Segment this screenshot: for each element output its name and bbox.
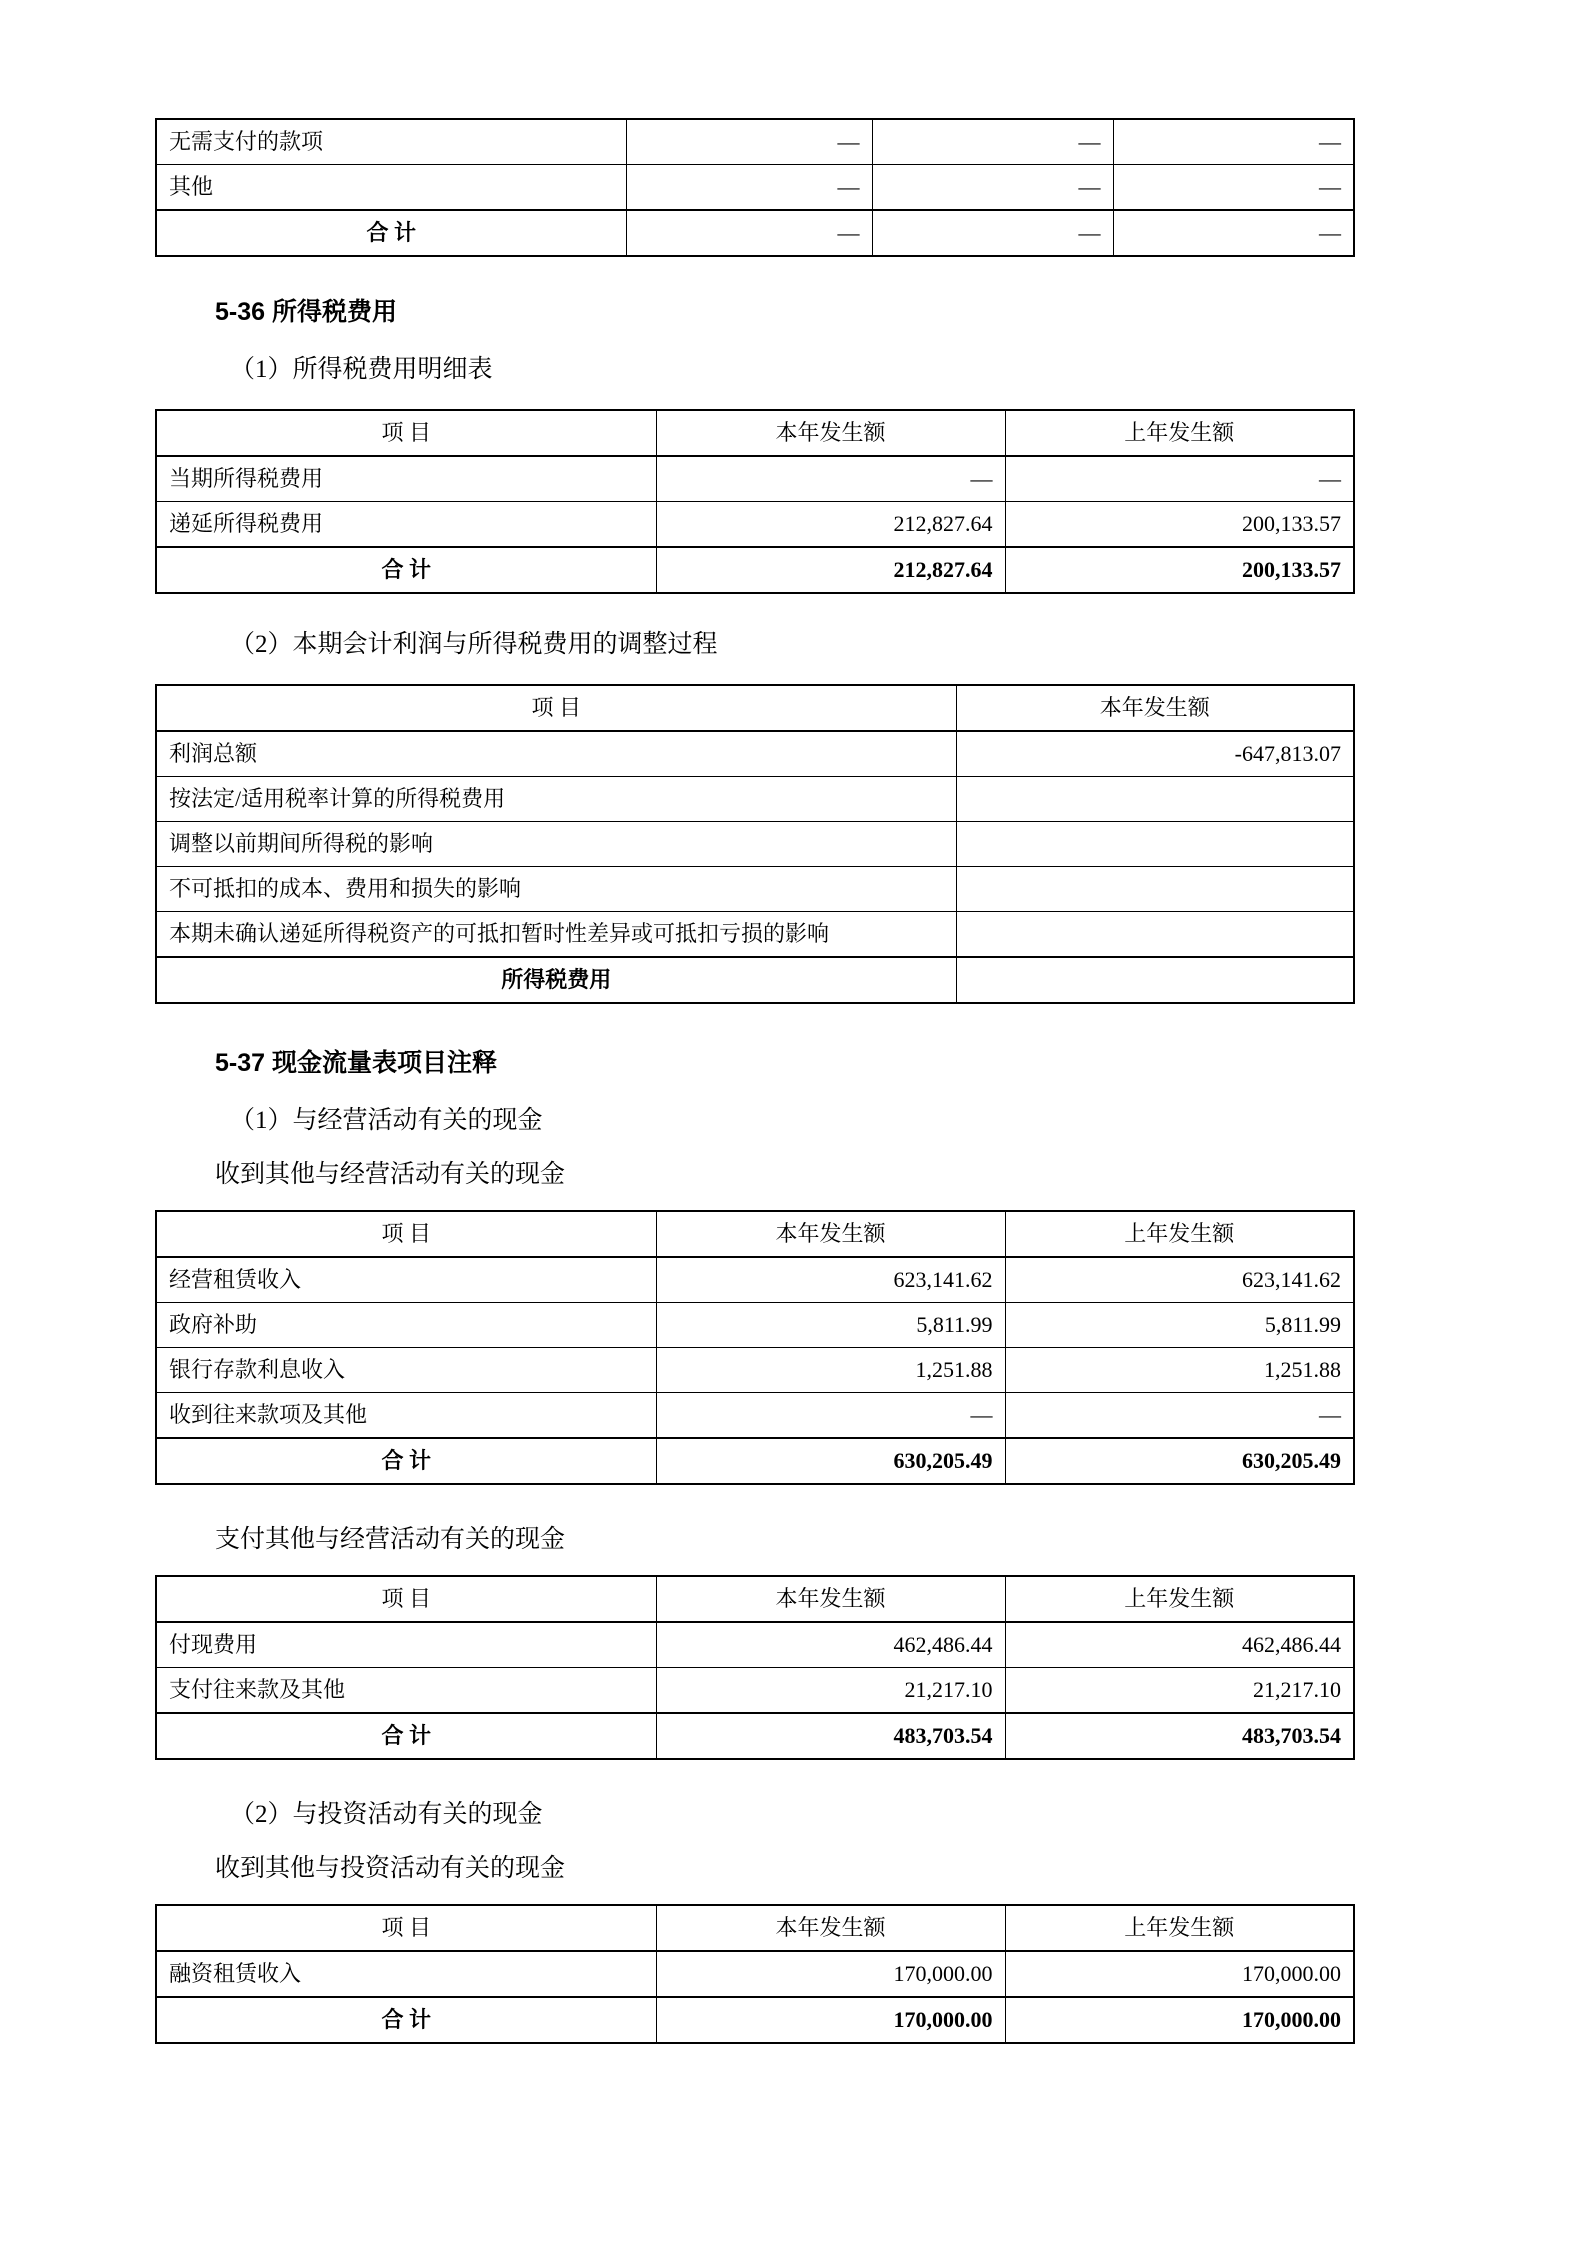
row-label: 经营租赁收入: [156, 1257, 656, 1303]
table-row: [156, 777, 1354, 822]
column-header-current-year: 本年发生额: [656, 1905, 1005, 1951]
total-value-current: 170,000.00: [656, 1997, 1005, 2043]
row-label: 按法定/适用税率计算的所得税费用: [156, 777, 956, 822]
row-value-current: —: [656, 1393, 1005, 1439]
table-row: [156, 731, 1354, 777]
row-value-previous: 462,486.44: [1005, 1622, 1354, 1668]
tax-reconciliation-table: [155, 684, 1355, 1004]
table-row: [156, 822, 1354, 867]
total-value-1: —: [626, 210, 872, 256]
table-row: [156, 1951, 1354, 1997]
row-value-current: 462,486.44: [656, 1622, 1005, 1668]
table-total-row: [156, 1438, 1354, 1484]
table-header-row: [156, 1576, 1354, 1622]
table-row: [156, 119, 1354, 165]
total-label: 所得税费用: [156, 957, 956, 1003]
total-value-3: —: [1113, 210, 1354, 256]
row-label: 当期所得税费用: [156, 456, 656, 502]
table-total-row: [156, 957, 1354, 1003]
row-value-current: [956, 822, 1354, 867]
column-header-previous-year: 上年发生额: [1005, 1905, 1354, 1951]
section-heading-5-36: 5-36 所得税费用: [215, 298, 397, 326]
row-label: 其他: [156, 165, 626, 211]
total-value-2: —: [872, 210, 1113, 256]
row-value-2: —: [872, 119, 1113, 165]
subsection-title-5-37-2: （2）与投资活动有关的现金: [230, 1801, 543, 1828]
cash-received-operating-table: [155, 1210, 1355, 1485]
row-value-current: 1,251.88: [656, 1348, 1005, 1393]
table-total-row: [156, 1713, 1354, 1759]
total-value-current: 212,827.64: [656, 547, 1005, 593]
row-value-3: —: [1113, 119, 1354, 165]
table-row: [156, 912, 1354, 958]
row-value-current: 170,000.00: [656, 1951, 1005, 1997]
caption-cash-received-investing: 收到其他与投资活动有关的现金: [215, 1855, 566, 1882]
total-label: 合 计: [156, 1438, 656, 1484]
column-header-previous-year: 上年发生额: [1005, 1576, 1354, 1622]
column-header-item: 项 目: [156, 685, 956, 731]
row-label: 本期未确认递延所得税资产的可抵扣暂时性差异或可抵扣亏损的影响: [156, 912, 956, 958]
total-value-previous: 170,000.00: [1005, 1997, 1354, 2043]
row-label: 支付往来款及其他: [156, 1668, 656, 1714]
row-value-current: 212,827.64: [656, 502, 1005, 548]
row-value-current: [956, 867, 1354, 912]
table-row: [156, 456, 1354, 502]
row-label: 利润总额: [156, 731, 956, 777]
row-label: 调整以前期间所得税的影响: [156, 822, 956, 867]
row-value-previous: —: [1005, 1393, 1354, 1439]
column-header-current-year: 本年发生额: [656, 410, 1005, 456]
total-label: 合 计: [156, 1997, 656, 2043]
column-header-item: 项 目: [156, 1576, 656, 1622]
total-value-previous: 630,205.49: [1005, 1438, 1354, 1484]
row-value-3: —: [1113, 165, 1354, 211]
row-value-current: [956, 912, 1354, 958]
table-row: [156, 502, 1354, 548]
total-value-current: [956, 957, 1354, 1003]
row-value-current: —: [656, 456, 1005, 502]
table-total-row: [156, 1997, 1354, 2043]
total-value-previous: 483,703.54: [1005, 1713, 1354, 1759]
row-value-1: —: [626, 119, 872, 165]
row-value-current: 5,811.99: [656, 1303, 1005, 1348]
table-row: [156, 867, 1354, 912]
subsection-title-5-36-2: （2）本期会计利润与所得税费用的调整过程: [230, 631, 718, 658]
table-header-row: [156, 1211, 1354, 1257]
column-header-current-year: 本年发生额: [956, 685, 1354, 731]
cash-paid-operating-table: [155, 1575, 1355, 1760]
subsection-title-5-36-1: （1）所得税费用明细表: [230, 356, 493, 383]
row-label: 无需支付的款项: [156, 119, 626, 165]
row-label: 政府补助: [156, 1303, 656, 1348]
row-value-previous: 623,141.62: [1005, 1257, 1354, 1303]
unpaid-items-table: [155, 118, 1355, 257]
table-header-row: [156, 410, 1354, 456]
row-label: 不可抵扣的成本、费用和损失的影响: [156, 867, 956, 912]
row-value-previous: 170,000.00: [1005, 1951, 1354, 1997]
caption-cash-received-operating: 收到其他与经营活动有关的现金: [215, 1161, 566, 1188]
row-label: 递延所得税费用: [156, 502, 656, 548]
row-value-previous: 21,217.10: [1005, 1668, 1354, 1714]
total-value-current: 630,205.49: [656, 1438, 1005, 1484]
row-value-current: -647,813.07: [956, 731, 1354, 777]
table-row: [156, 1393, 1354, 1439]
row-value-2: —: [872, 165, 1113, 211]
table-header-row: [156, 1905, 1354, 1951]
subsection-title-5-37-1: （1）与经营活动有关的现金: [230, 1107, 543, 1134]
table-row: [156, 1257, 1354, 1303]
row-value-previous: 5,811.99: [1005, 1303, 1354, 1348]
column-header-previous-year: 上年发生额: [1005, 410, 1354, 456]
table-row: [156, 1668, 1354, 1714]
section-heading-5-37: 5-37 现金流量表项目注释: [215, 1049, 497, 1077]
row-value-1: —: [626, 165, 872, 211]
table-row: [156, 1622, 1354, 1668]
row-label: 付现费用: [156, 1622, 656, 1668]
row-value-current: 21,217.10: [656, 1668, 1005, 1714]
row-value-previous: —: [1005, 456, 1354, 502]
column-header-item: 项 目: [156, 1211, 656, 1257]
income-tax-expense-table: [155, 409, 1355, 594]
row-label: 融资租赁收入: [156, 1951, 656, 1997]
column-header-current-year: 本年发生额: [656, 1576, 1005, 1622]
total-label: 合 计: [156, 1713, 656, 1759]
column-header-item: 项 目: [156, 1905, 656, 1951]
column-header-item: 项 目: [156, 410, 656, 456]
table-row: [156, 165, 1354, 211]
row-value-current: [956, 777, 1354, 822]
cash-received-investing-table: [155, 1904, 1355, 2044]
row-label: 银行存款利息收入: [156, 1348, 656, 1393]
table-header-row: [156, 685, 1354, 731]
total-label: 合 计: [156, 210, 626, 256]
table-row: [156, 1348, 1354, 1393]
total-value-previous: 200,133.57: [1005, 547, 1354, 593]
row-value-previous: 1,251.88: [1005, 1348, 1354, 1393]
table-total-row: [156, 547, 1354, 593]
total-value-current: 483,703.54: [656, 1713, 1005, 1759]
row-label: 收到往来款项及其他: [156, 1393, 656, 1439]
table-row: [156, 1303, 1354, 1348]
column-header-previous-year: 上年发生额: [1005, 1211, 1354, 1257]
table-total-row: [156, 210, 1354, 256]
row-value-current: 623,141.62: [656, 1257, 1005, 1303]
row-value-previous: 200,133.57: [1005, 502, 1354, 548]
caption-cash-paid-operating: 支付其他与经营活动有关的现金: [215, 1526, 566, 1553]
total-label: 合 计: [156, 547, 656, 593]
column-header-current-year: 本年发生额: [656, 1211, 1005, 1257]
